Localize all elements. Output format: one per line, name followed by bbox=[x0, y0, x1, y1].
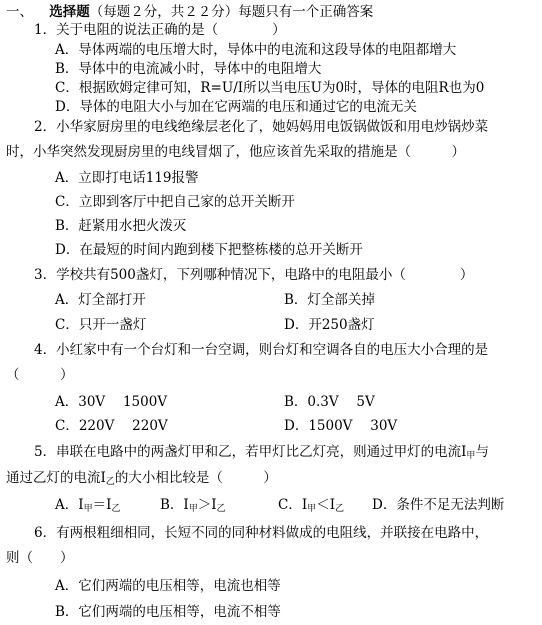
question-1-option-b: B．导体中的电流减小时，导体中的电阻增大 bbox=[55, 61, 322, 77]
question-6-option-a: A．它们两端的电压相等，电流也相等 bbox=[55, 578, 281, 594]
question-4-stem-line1: 4．小红家中有一个台灯和一台空调，则台灯和空调各自的电压大小合理的是 bbox=[34, 342, 489, 358]
section-note: （每题２分，共２２分）每题只有一个正确答案 bbox=[89, 4, 374, 20]
question-1-option-a: A．导体两端的电压增大时，导体中的电流和这段导体的电阻都增大 bbox=[55, 42, 457, 58]
question-2-stem-line2: 时，小华突然发现厨房里的电线冒烟了，他应该首先采取的措施是（ ） bbox=[6, 144, 465, 160]
question-3-option-b: B．灯全部关掉 bbox=[284, 292, 375, 308]
section-number: 一、 bbox=[6, 4, 33, 20]
question-3-option-c: C．只开一盏灯 bbox=[55, 317, 147, 333]
question-4-stem-line2: （ ） bbox=[6, 367, 74, 383]
question-1-option-c: C．根据欧姆定律可知，R=U/I所以当电压U为0时，导体的电阻R也为0 bbox=[55, 80, 485, 96]
question-6-stem-line2: 则（ ） bbox=[6, 550, 74, 566]
question-1-stem: 1．关于电阻的说法正确的是（ ） bbox=[34, 22, 286, 38]
question-2-option-b: B．赶紧用水把火泼灭 bbox=[55, 218, 187, 234]
question-3-option-d: D．开250盏灯 bbox=[284, 317, 375, 333]
question-2-stem-line1: 2．小华家厨房里的电线绝缘层老化了，她妈妈用电饭锅做饭和用电炒锅炒菜 bbox=[34, 119, 489, 135]
section-header bbox=[6, 6, 373, 20]
question-6-stem-line1: 6．有两根粗细相同，长短不同的同种材料做成的电阻线，并联接在电路中， bbox=[34, 525, 489, 541]
question-4-option-d: D．1500V 30V bbox=[284, 418, 398, 434]
question-5-option-b: B．$I_甲>I_乙$ bbox=[160, 497, 226, 514]
question-1-option-d: D．导体的电阻大小与加在它两端的电压和通过它的电流无关 bbox=[55, 99, 417, 115]
question-6-option-b: B．它们两端的电压相等，电流不相等 bbox=[55, 604, 281, 620]
question-5-option-a: A．$I_甲=I_乙$ bbox=[55, 497, 121, 514]
question-2-option-a: A．立即打电话119报警 bbox=[55, 170, 199, 186]
section-title: 选择题 bbox=[49, 4, 90, 20]
question-5-stem-line2: 通过乙灯的电流$I_乙$的大小相比较是（ ） bbox=[6, 470, 277, 487]
question-3-option-a: A．灯全部打开 bbox=[55, 292, 146, 308]
question-3-stem: 3．学校共有500盏灯，下列哪种情况下，电路中的电阻最小（ ） bbox=[34, 267, 474, 283]
question-5-option-d: D．条件不足无法判断 bbox=[372, 497, 505, 513]
question-4-option-b: B．0.3V 5V bbox=[284, 394, 375, 410]
question-5-stem-line1: 5．串联在电路中的两盏灯甲和乙，若甲灯比乙灯亮，则通过甲灯的电流$I_甲$与 bbox=[34, 444, 489, 461]
question-2-option-c: C．立即到客厅中把自己家的总开关断开 bbox=[55, 194, 295, 210]
question-5-option-c: C．$I_甲<I_乙$ bbox=[278, 497, 345, 514]
question-4-option-a: A．30V 1500V bbox=[55, 394, 168, 410]
question-4-option-c: C．220V 220V bbox=[55, 418, 168, 434]
question-2-option-d: D．在最短的时间内跑到楼下把整栋楼的总开关断开 bbox=[55, 242, 363, 258]
